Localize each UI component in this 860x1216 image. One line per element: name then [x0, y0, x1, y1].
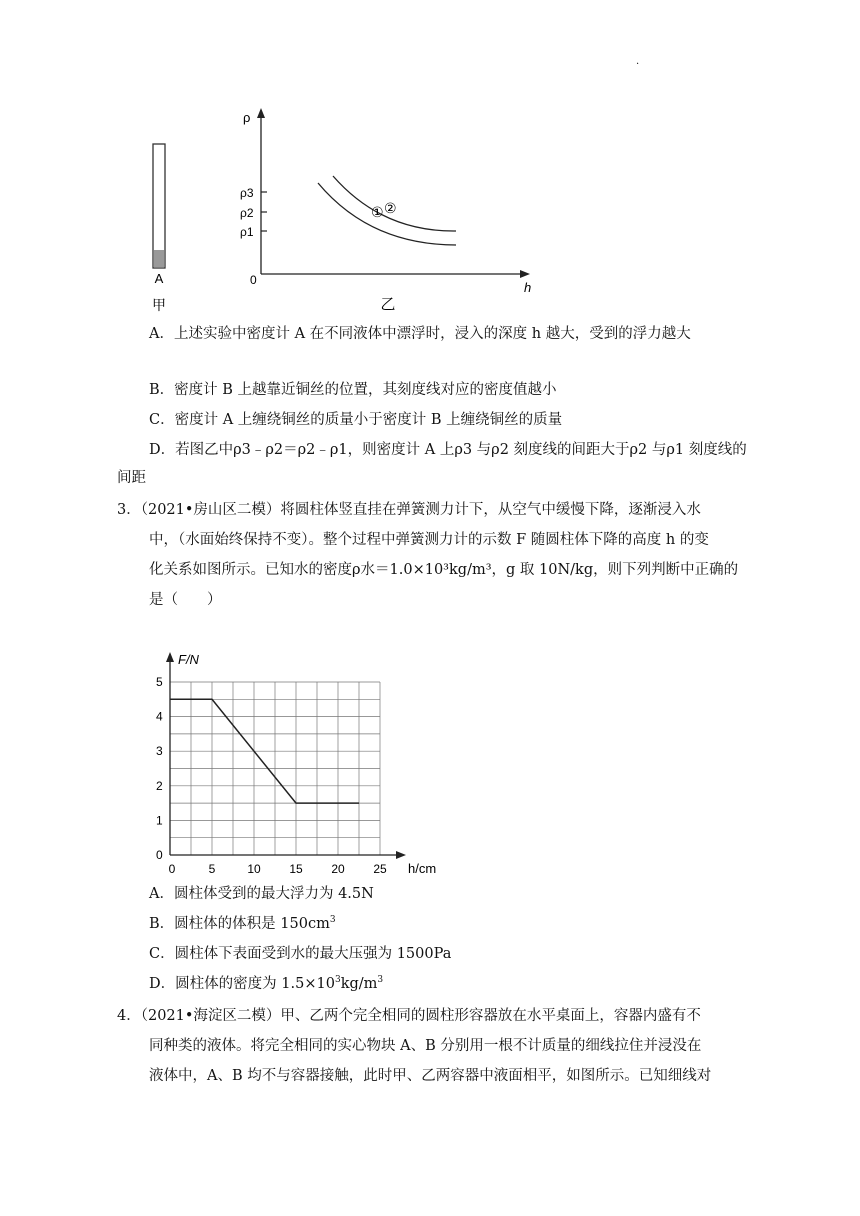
right-caption: 乙: [380, 296, 396, 313]
rho2-label: ρ2: [240, 206, 254, 220]
h-axis-label: h: [524, 280, 532, 295]
q2-option-b: B．密度计 B 上越靠近铜丝的位置，其刻度线对应的密度值越小: [149, 382, 557, 398]
page-dot: .: [636, 56, 640, 67]
y-tick-label: 2: [156, 778, 163, 793]
figure-density-meter: [130, 100, 550, 320]
curve-2-label: ②: [384, 200, 397, 216]
chart-axes: [166, 652, 406, 859]
q4-stem-line2: 同种类的液体。将完全相同的实心物块 A、B 分别用一根不计质量的细线拉住并浸没在: [149, 1038, 702, 1054]
q2-option-c: C．密度计 A 上缠绕铜丝的质量小于密度计 B 上缠绕铜丝的质量: [149, 412, 563, 428]
x-tick-label: 25: [373, 862, 387, 876]
q3-option-a: A．圆柱体受到的最大浮力为 4.5N: [149, 886, 374, 902]
q3-stem-line4: 是（ ）: [149, 592, 222, 608]
y-tick-label: 1: [156, 813, 163, 828]
q2-option-d-cont: 间距: [117, 470, 146, 486]
rho-axis-arrow: [257, 108, 265, 118]
tube-label: A: [154, 271, 164, 286]
q4-stem-line3: 液体中，A、B 均不与容器接触，此时甲、乙两容器中液面相平，如图所示。已知细线对: [149, 1068, 712, 1084]
x-axis-arrow: [396, 851, 406, 859]
rho3-label: ρ3: [240, 186, 254, 200]
x-tick-label: 5: [208, 862, 216, 876]
x-tick-label: 15: [289, 862, 303, 876]
q3-stem-line1: 3．（2021•房山区二模）将圆柱体竖直挂在弹簧测力计下，从空气中缓慢下降，逐渐浸入水: [117, 502, 701, 518]
y-tick-label: 3: [156, 744, 163, 759]
x-axis-label: h/cm: [408, 861, 437, 876]
q3-stem-line2: 中，（水面始终保持不变）。整个过程中弹簧测力计的示数 F 随圆柱体下降的高度 h 的变: [149, 532, 709, 548]
q3-option-c: C．圆柱体下表面受到水的最大压强为 1500Pa: [149, 946, 452, 962]
density-meter-tube: [153, 144, 165, 268]
chart-ticks: [156, 675, 387, 876]
q3-option-b: B．圆柱体的体积是 $150cm^3$: [149, 915, 336, 932]
q3-force-depth-chart: [140, 640, 450, 880]
x-tick-label: 10: [247, 862, 261, 876]
q2-option-a: A．上述实验中密度计 A 在不同液体中漂浮时，浸入的深度 h 越大，受到的浮力越大: [149, 326, 691, 342]
copper-wire-weight: [154, 250, 164, 267]
q4-stem-line1: 4．（2021•海淀区二模）甲、乙两个完全相同的圆柱形容器放在水平桌面上，容器内盛有不: [117, 1008, 701, 1024]
rho-axis-label: ρ: [243, 110, 251, 125]
y-axis-label: F/N: [178, 652, 199, 667]
y-tick-label: 0: [156, 848, 163, 862]
origin-label: 0: [250, 273, 257, 287]
left-caption: 甲: [152, 297, 166, 313]
curve-1-label: ①: [371, 204, 384, 220]
h-axis-arrow: [520, 270, 530, 278]
q3-option-d: D．圆柱体的密度为 $1.5\times 10^3kg/m^3$: [149, 975, 384, 992]
rho1-label: ρ1: [240, 225, 254, 239]
q3-stem-line3: 化关系如图所示。已知水的密度ρ水＝1.0×10³kg/m³，g 取 10N/kg，则下列判断中正确的: [149, 562, 739, 578]
x-tick-label: 20: [331, 862, 345, 876]
x-tick-label: 0: [168, 862, 176, 876]
chart-grid: [170, 682, 380, 855]
y-axis-arrow: [166, 652, 174, 662]
y-tick-label: 5: [156, 675, 163, 689]
q2-option-d: D．若图乙中ρ3﹣ρ2＝ρ2﹣ρ1，则密度计 A 上ρ3 与ρ2 刻度线的间距大于ρ2 与ρ1 刻度线的: [149, 442, 747, 458]
y-tick-label: 4: [156, 709, 163, 724]
